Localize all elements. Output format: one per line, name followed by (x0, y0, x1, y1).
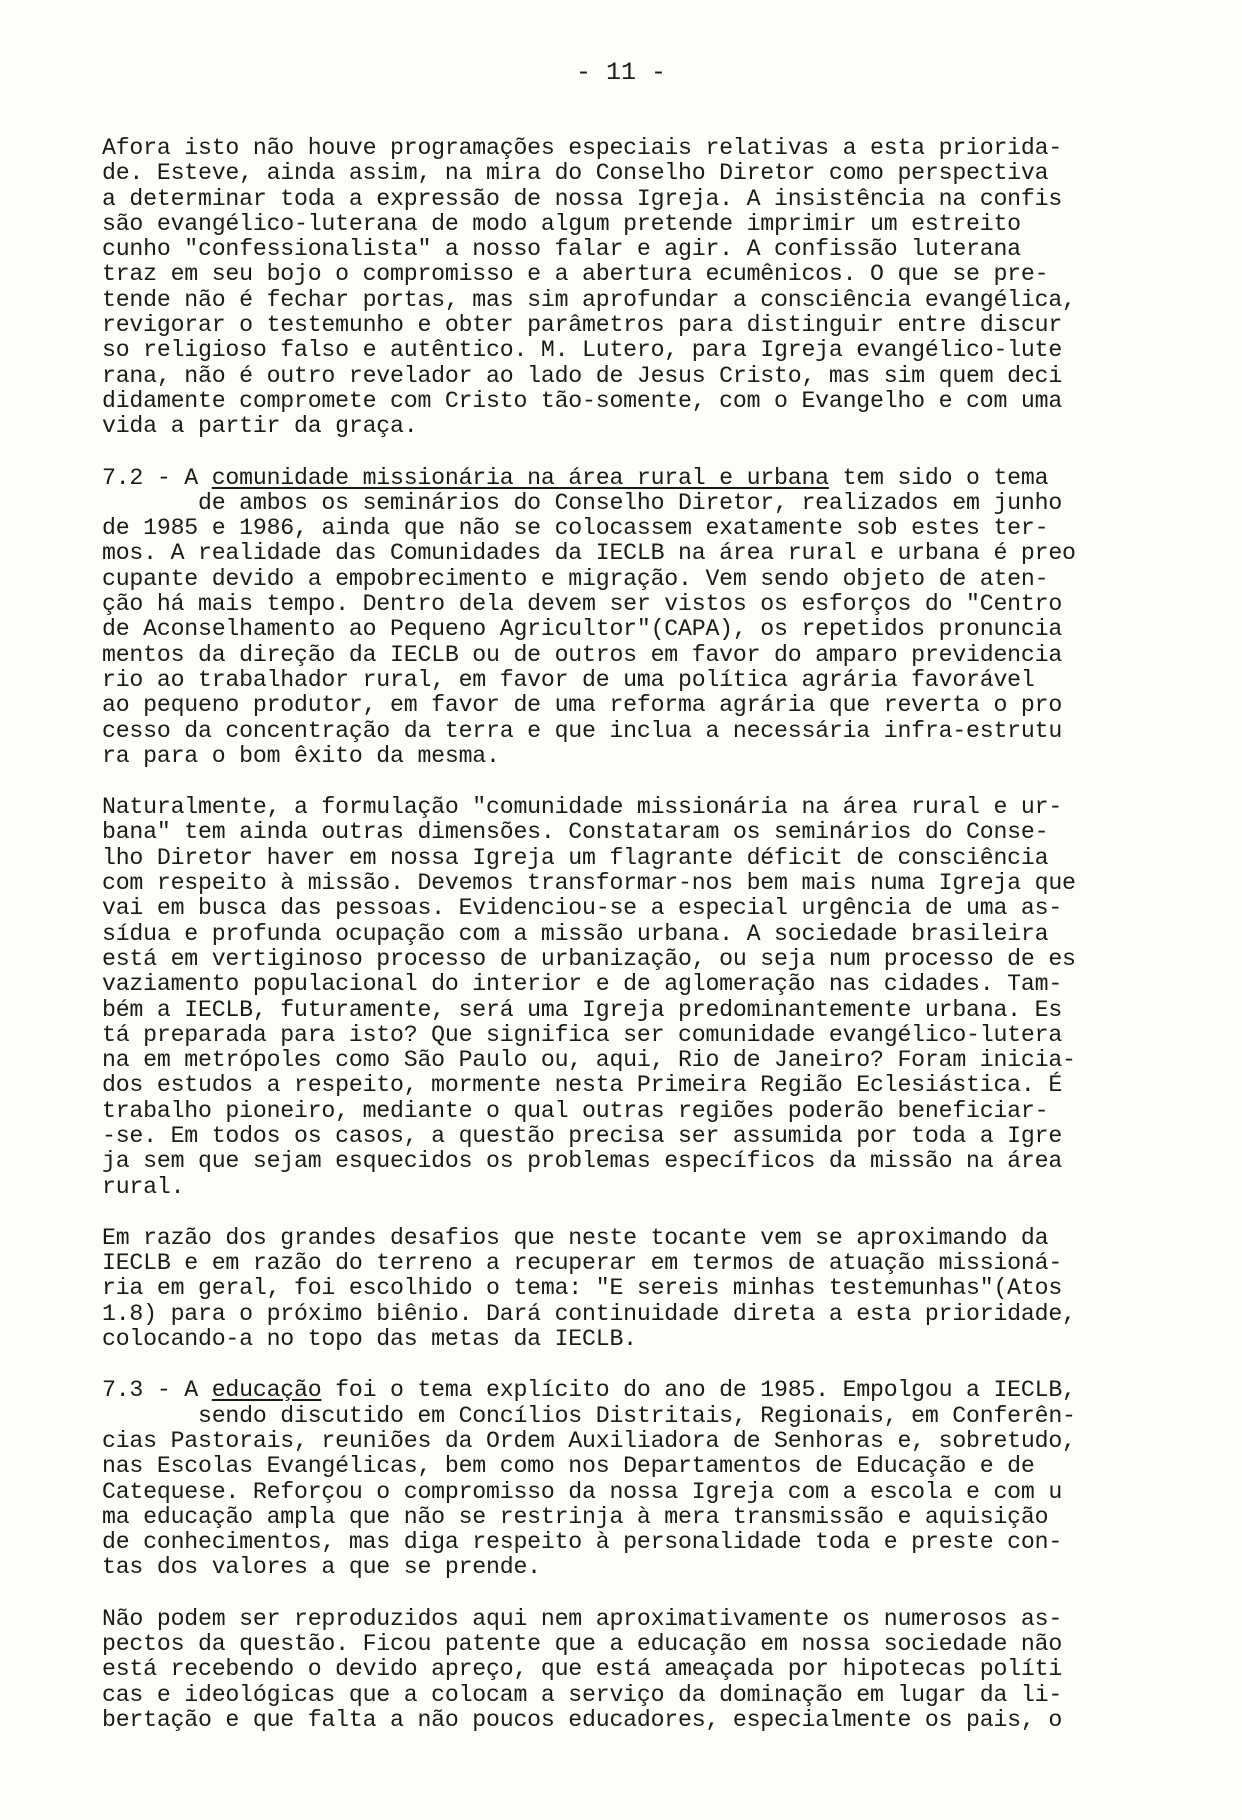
section-number: 7.2 - A (102, 464, 212, 491)
text-line: são evangélico-luterana de modo algum pretende imprimir um estreito (102, 210, 1021, 237)
text-line: revigorar o testemunho e obter parâmetros para distinguir entre discur (102, 312, 1063, 339)
text-line: cas e ideológicas que a colocam a serviço da dominação em lugar da li- (102, 1681, 1063, 1708)
section-heading-line (102, 1378, 1192, 1403)
text-line: didamente compromete com Cristo tão-somente, com o Evangelho e com uma (102, 387, 1063, 414)
text-line: Naturalmente, a formulação "comunidade missionária na área rural e ur- (102, 794, 1063, 821)
text-line: ja sem que sejam esquecidos os problemas específicos da missão na área (102, 1148, 1063, 1175)
text-line: cesso da concentração da terra e que inclua a necessária infra-estrutu (102, 717, 1063, 744)
text-line: -se. Em todos os casos, a questão precisa ser assumida por toda a Igre (102, 1122, 1063, 1149)
text-line: sídua e profunda ocupação com a missão urbana. A sociedade brasileira (102, 920, 1049, 947)
text-line: vaziamento populacional do interior e de aglomeração nas cidades. Tam- (102, 971, 1063, 998)
text-line: está em vertiginoso processo de urbanização, ou seja num processo de es (102, 945, 1076, 972)
section-topic: educação (211, 1377, 322, 1404)
text-line: sendo discutido em Concílios Distritais, Regionais, em Conferên- (198, 1402, 1076, 1429)
text-line: lho Diretor haver em nossa Igreja um flagrante déficit de consciência (102, 844, 1049, 871)
page-number: - 11 - (575, 58, 666, 87)
section-topic: comunidade missionária na área rural e urbana (211, 464, 829, 491)
text-line: de ambos os seminários do Conselho Diretor, realizados em junho (198, 489, 1063, 516)
text-line: mentos da direção da IECLB ou de outros em favor do amparo previdencia (102, 641, 1063, 668)
text-line: cunho "confessionalista" a nosso falar e agir. A confissão luterana (102, 236, 1021, 263)
text-line: colocando-a no topo das metas da IECLB. (102, 1326, 637, 1353)
body-text (102, 136, 1192, 1759)
section-number: 7.3 - A (102, 1377, 212, 1404)
text-line: cupante devido a empobrecimento e migração. Vem sendo objeto de aten- (102, 565, 1049, 592)
section-heading-rest: foi o tema explícito do ano de 1985. Empolgou a IECLB, (321, 1377, 1076, 1404)
text-line: Em razão dos grandes desafios que neste tocante vem se aproximando da (102, 1224, 1049, 1251)
text-line: na em metrópoles como São Paulo ou, aqui, Rio de Janeiro? Foram inicia- (102, 1047, 1076, 1074)
text-line: bém a IECLB, futuramente, será uma Igreja predominantemente urbana. Es (102, 996, 1063, 1023)
text-line: cias Pastorais, reuniões da Ordem Auxiliadora de Senhoras e, sobretudo, (102, 1427, 1076, 1454)
text-line: tá preparada para isto? Que significa ser comunidade evangélico-lutera (102, 1021, 1063, 1048)
text-line: IECLB e em razão do terreno a recuperar em termos de atuação missioná- (102, 1250, 1063, 1277)
text-line: com respeito à missão. Devemos transformar-nos bem mais numa Igreja que (102, 870, 1076, 897)
text-line: ma educação ampla que não se restrinja à mera transmissão e aquisição (102, 1503, 1049, 1530)
paragraph-education-aspects (102, 1607, 1192, 1733)
text-line: de 1985 e 1986, ainda que não se colocassem exatamente sob estes ter- (102, 515, 1049, 542)
text-line: bertação e que falta a não poucos educadores, especialmente os pais, o (102, 1706, 1063, 1733)
text-line: a determinar toda a expressão de nossa Igreja. A insistência na confis (102, 185, 1063, 212)
section-7-3 (102, 1378, 1192, 1580)
text-line: ção há mais tempo. Dentro dela devem ser vistos os esforços do "Centro (102, 591, 1063, 618)
text-line: rana, não é outro revelador ao lado de Jesus Cristo, mas sim quem deci (102, 362, 1063, 389)
text-line: traz em seu bojo o compromisso e a abertura ecumênicos. O que se pre- (102, 261, 1049, 288)
paragraph-priority-confession (102, 136, 1192, 440)
text-line: mos. A realidade das Comunidades da IECLB na área rural e urbana é preo (102, 540, 1076, 567)
text-line: dos estudos a respeito, mormente nesta Primeira Região Eclesiástica. É (102, 1072, 1063, 1099)
paragraph-next-theme (102, 1226, 1192, 1352)
section-heading-rest: tem sido o tema (828, 464, 1049, 491)
text-line: Não podem ser reproduzidos aqui nem aproximativamente os numerosos as- (102, 1605, 1063, 1632)
text-line: está recebendo o devido apreço, que está ameaçada por hipotecas políti (102, 1656, 1063, 1683)
paragraph-urban-mission (102, 795, 1192, 1200)
text-line: trabalho pioneiro, mediante o qual outras regiões poderão beneficiar- (102, 1097, 1049, 1124)
text-line: nas Escolas Evangélicas, bem como nos Departamentos de Educação e de (102, 1453, 1035, 1480)
text-line: ria em geral, foi escolhido o tema: "E sereis minhas testemunhas"(Atos (102, 1275, 1063, 1302)
text-line: pectos da questão. Ficou patente que a educação em nossa sociedade não (102, 1631, 1063, 1658)
text-line: Catequese. Reforçou o compromisso da nossa Igreja com a escola e com u (102, 1478, 1063, 1505)
text-line: vai em busca das pessoas. Evidenciou-se a especial urgência de uma as- (102, 895, 1063, 922)
section-heading-line (102, 466, 1192, 491)
text-line: de. Esteve, ainda assim, na mira do Conselho Diretor como perspectiva (102, 160, 1049, 187)
text-line: bana" tem ainda outras dimensões. Constataram os seminários do Conse- (102, 819, 1049, 846)
section-7-2 (102, 466, 1192, 770)
text-line: rural. (102, 1173, 185, 1200)
text-line: Afora isto não houve programações especiais relativas a esta priorida- (102, 135, 1063, 161)
text-line: tende não é fechar portas, mas sim aprofundar a consciência evangélica, (102, 286, 1076, 313)
text-line: de conhecimentos, mas diga respeito à personalidade toda e preste con- (102, 1529, 1063, 1556)
text-line: so religioso falso e autêntico. M. Lutero, para Igreja evangélico-lute (102, 337, 1063, 364)
text-line: 1.8) para o próximo biênio. Dará continuidade direta a esta prioridade, (102, 1300, 1076, 1327)
text-line: de Aconselhamento ao Pequeno Agricultor"(CAPA), os repetidos pronuncia (102, 616, 1063, 643)
text-line: ao pequeno produtor, em favor de uma reforma agrária que reverta o pro (102, 692, 1063, 719)
text-line: vida a partir da graça. (102, 413, 418, 440)
text-line: ra para o bom êxito da mesma. (102, 742, 500, 769)
text-line: tas dos valores a que se prende. (102, 1554, 541, 1581)
text-line: rio ao trabalhador rural, em favor de uma política agrária favorável (102, 666, 1035, 693)
